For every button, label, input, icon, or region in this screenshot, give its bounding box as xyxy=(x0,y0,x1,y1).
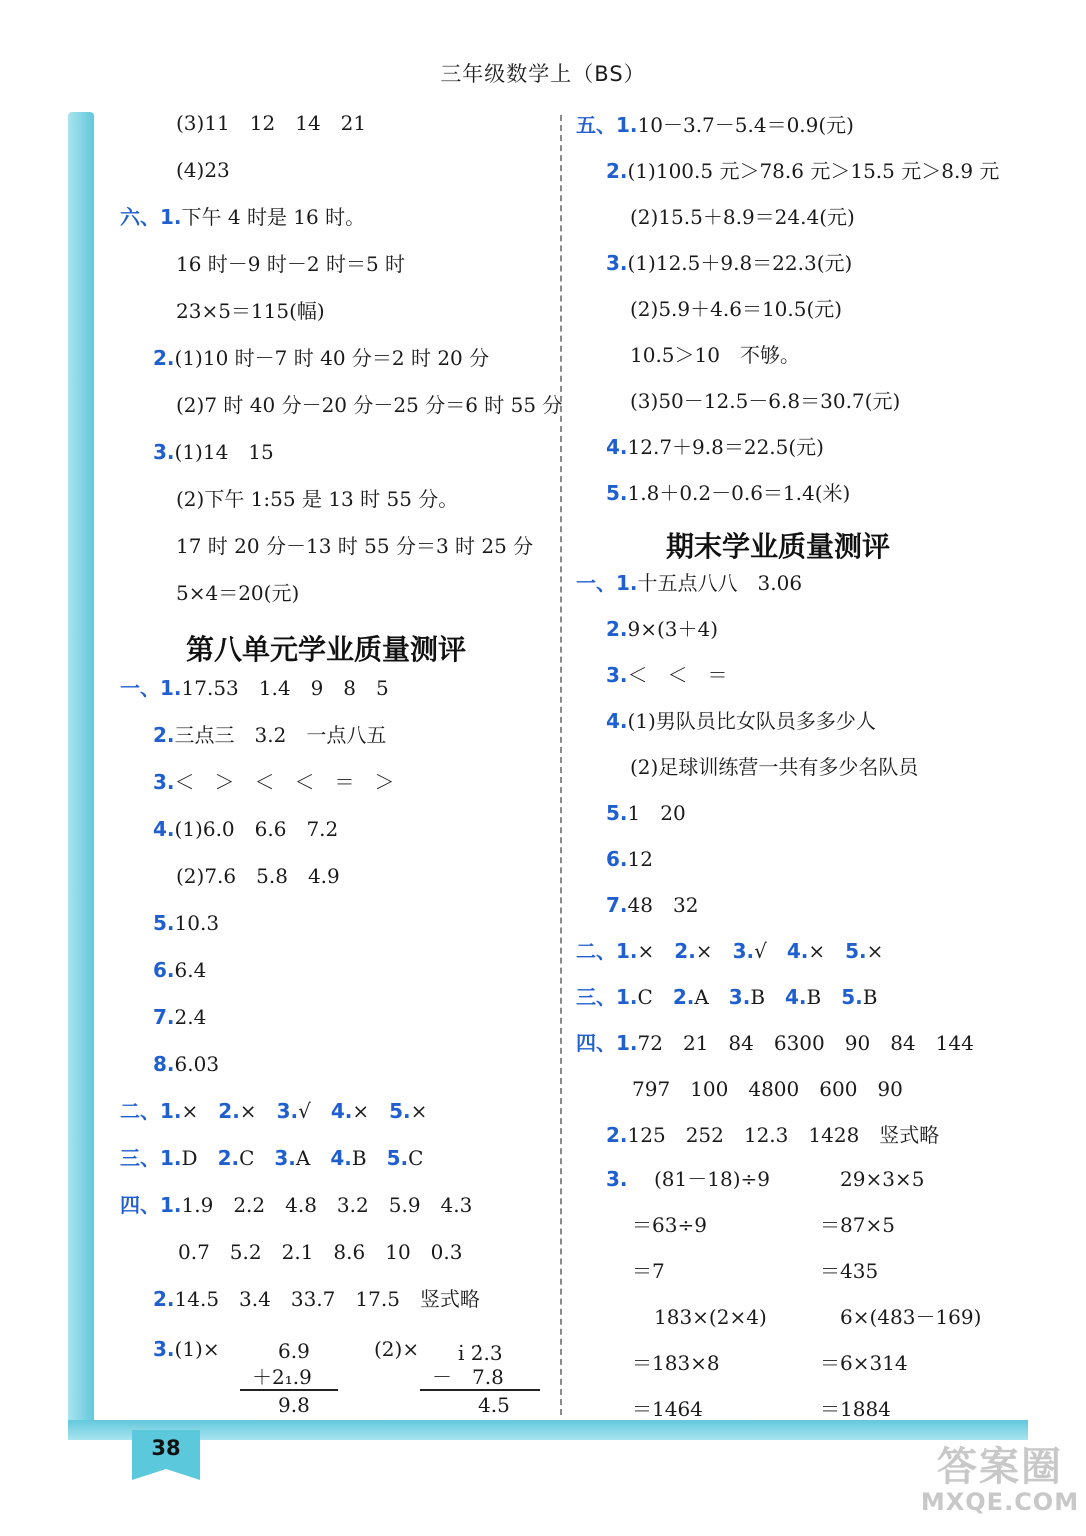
question-number: 5. xyxy=(389,1099,411,1123)
question-number: 4. xyxy=(785,985,807,1009)
answer-text: B xyxy=(862,985,878,1009)
vertical-calc-operand: － 7.8 xyxy=(432,1365,504,1389)
answer-text: B xyxy=(806,985,822,1009)
answer-line: 10.5＞10 不够。 xyxy=(630,343,800,367)
calc-step: 183×(2×4) xyxy=(654,1305,767,1329)
answer-text: 1 20 xyxy=(627,801,686,825)
page-frame-left xyxy=(68,112,94,1432)
answer-text: 10.3 xyxy=(174,911,220,935)
answer-text: (1)12.5＋9.8＝22.3(元) xyxy=(627,251,853,275)
answer-text: (1)10 时－7 时 40 分＝2 时 20 分 xyxy=(174,346,490,370)
question-number: 3. xyxy=(732,939,755,963)
answer-text: × xyxy=(239,1099,257,1123)
calc-step: 29×3×5 xyxy=(840,1167,925,1191)
answer-text: √ xyxy=(298,1099,311,1123)
answer-text: A xyxy=(694,985,709,1009)
answer-text: (1)100.5 元＞78.6 元＞15.5 元＞8.9 元 xyxy=(627,159,1000,183)
answer-line xyxy=(606,434,824,460)
answer-text: ＜ ＞ ＜ ＜ ＝ ＞ xyxy=(174,770,395,794)
question-number: 2. xyxy=(217,1146,240,1170)
answer-text: A xyxy=(295,1146,311,1170)
answer-text: (1)14 15 xyxy=(174,440,274,464)
answer-text: 12 xyxy=(627,847,653,871)
question-number: 3. xyxy=(153,1337,175,1361)
answer-text: ＜ ＜ ＝ xyxy=(627,663,728,687)
question-number: 三、1. xyxy=(576,985,638,1009)
answer-text: × xyxy=(866,939,884,963)
answer-text: √ xyxy=(754,939,767,963)
answer-text: 14.5 3.4 33.7 17.5 竖式略 xyxy=(174,1287,480,1311)
answer-line xyxy=(606,1122,939,1148)
question-number: 4. xyxy=(606,435,628,459)
answer-line: (2)足球训练营一共有多少名队员 xyxy=(630,755,919,779)
calc-step: ＝1464 xyxy=(632,1397,703,1421)
question-number: 5. xyxy=(386,1146,409,1170)
answer-text: (1)男队员比女队员多多少人 xyxy=(627,709,876,733)
question-number: 4. xyxy=(330,1099,353,1123)
question-number: 四、1. xyxy=(576,1031,638,1055)
watermark-url: MXQE.COM xyxy=(920,1488,1080,1516)
answer-text: B xyxy=(351,1146,367,1170)
question-number: 3. xyxy=(274,1146,296,1170)
calc-step: ＝7 xyxy=(632,1259,665,1283)
calc-step: (81－18)÷9 xyxy=(654,1167,770,1191)
answer-line xyxy=(153,345,489,371)
question-number: 5. xyxy=(606,801,628,825)
answer-line xyxy=(606,662,728,688)
question-number: 4. xyxy=(606,709,628,733)
question-number: 2. xyxy=(606,617,628,641)
question-number: 5. xyxy=(845,939,867,963)
question-number: 五、1. xyxy=(576,113,638,137)
question-number: 3. xyxy=(153,770,175,794)
answer-line xyxy=(606,480,850,506)
answer-text: 十五点八八 3.06 xyxy=(637,571,803,595)
question-number: 二、1. xyxy=(120,1099,182,1123)
answer-line xyxy=(153,1004,206,1030)
answer-text: 2.4 xyxy=(174,1005,207,1029)
watermark xyxy=(915,1445,1085,1515)
answer-line xyxy=(153,957,206,983)
vertical-calc-operand: ＋2₁.9 xyxy=(252,1365,312,1389)
answer-line: (3)50－12.5－6.8＝30.7(元) xyxy=(630,389,901,413)
answer-text: 1.9 2.2 4.8 3.2 5.9 4.3 xyxy=(181,1193,473,1217)
page-number: 38 xyxy=(151,1436,181,1460)
question-number: 2. xyxy=(672,985,695,1009)
answer-line xyxy=(576,1030,974,1056)
answer-text: D xyxy=(181,1146,198,1170)
answer-text: 48 32 xyxy=(627,893,699,917)
question-number: 5. xyxy=(841,985,863,1009)
calc-step: 6×(483－169) xyxy=(840,1305,982,1329)
answer-line: (4)23 xyxy=(176,158,230,182)
calc-step: ＝6×314 xyxy=(820,1351,908,1375)
question-number: 4. xyxy=(330,1146,352,1170)
question-number-line xyxy=(606,1166,628,1192)
answer-line xyxy=(153,1286,480,1312)
question-number: 一、1. xyxy=(120,676,182,700)
answer-line xyxy=(606,158,999,184)
answer-line xyxy=(606,800,686,826)
answer-text: 12.7＋9.8＝22.5(元) xyxy=(627,435,824,459)
question-number: 3. xyxy=(153,440,175,464)
question-number: 7. xyxy=(606,893,628,917)
question-number: 3. xyxy=(606,1167,628,1191)
answer-line xyxy=(606,708,876,734)
answer-text: × xyxy=(410,1099,428,1123)
question-number: 3. xyxy=(606,663,628,687)
answer-line: (3)11 12 14 21 xyxy=(176,111,367,135)
answer-line xyxy=(606,892,698,918)
question-number: 7. xyxy=(153,1005,175,1029)
answer-text: 6.03 xyxy=(174,1052,220,1076)
question-number: 2. xyxy=(606,1123,628,1147)
answer-text: 下午 4 时是 16 时。 xyxy=(181,205,366,229)
answer-text: B xyxy=(750,985,766,1009)
answer-line: 16 时－9 时－2 时＝5 时 xyxy=(176,252,406,276)
answer-text: 10－3.7－5.4＝0.9(元) xyxy=(637,113,854,137)
answer-text: 17.53 1.4 9 8 5 xyxy=(181,676,389,700)
answer-line xyxy=(576,938,883,964)
question-number: 2. xyxy=(153,723,175,747)
answer-text: C xyxy=(408,1146,424,1170)
answer-line xyxy=(153,816,338,842)
answer-text: C xyxy=(637,985,653,1009)
page-header: 三年级数学上（BS） xyxy=(440,62,646,86)
question-number: 8. xyxy=(153,1052,175,1076)
answer-text: 三点三 3.2 一点八五 xyxy=(174,723,387,747)
answer-line: (2)5.9＋4.6＝10.5(元) xyxy=(630,297,843,321)
answer-text: × xyxy=(181,1099,199,1123)
answer-line: (2)7.6 5.8 4.9 xyxy=(176,864,340,888)
answer-text: (1)6.0 6.6 7.2 xyxy=(174,817,339,841)
question-number: 三、1. xyxy=(120,1146,182,1170)
vertical-calc-line xyxy=(240,1389,338,1391)
question-number: 6. xyxy=(153,958,175,982)
watermark-logo-text: 答案圈 xyxy=(937,1444,1063,1490)
question-number: 4. xyxy=(786,939,809,963)
answer-text: 6.4 xyxy=(174,958,207,982)
answer-line xyxy=(120,1098,427,1124)
answer-line xyxy=(576,570,802,596)
question-number: 四、1. xyxy=(120,1193,182,1217)
answer-line xyxy=(576,112,854,138)
vertical-calc-top: 6.9 xyxy=(278,1339,310,1363)
answer-line: 17 时 20 分－13 时 55 分＝3 时 25 分 xyxy=(176,534,534,558)
column-divider xyxy=(560,115,562,1415)
answer-line xyxy=(153,439,274,465)
answer-text: × xyxy=(637,939,655,963)
answer-line xyxy=(153,1336,220,1362)
answer-text: × xyxy=(808,939,826,963)
answer-line: (2)7 时 40 分－20 分－25 分＝6 时 55 分 xyxy=(176,393,563,417)
calc-step: ＝87×5 xyxy=(820,1213,895,1237)
calc-step: ＝1884 xyxy=(820,1397,891,1421)
answer-line xyxy=(153,722,386,748)
answer-line xyxy=(606,616,718,642)
answer-text: × xyxy=(352,1099,370,1123)
answer-text: × xyxy=(695,939,713,963)
question-number: 2. xyxy=(606,159,628,183)
calc-step: ＝435 xyxy=(820,1259,879,1283)
answer-line: (2)下午 1:55 是 13 时 55 分。 xyxy=(176,487,459,511)
vertical-calc-result: 4.5 xyxy=(478,1393,510,1417)
question-number: 5. xyxy=(606,481,628,505)
answer-text: (1)× xyxy=(174,1337,220,1361)
answer-line: (2)× xyxy=(374,1337,420,1361)
section-title: 第八单元学业质量测评 xyxy=(186,633,467,666)
answer-text: C xyxy=(239,1146,255,1170)
calc-step: ＝63÷9 xyxy=(632,1213,707,1237)
question-number: 2. xyxy=(153,346,175,370)
answer-line: 23×5＝115(幅) xyxy=(176,299,325,323)
answer-line xyxy=(120,204,365,230)
answer-line xyxy=(120,1145,423,1171)
vertical-calc-result: 9.8 xyxy=(278,1393,310,1417)
answer-line xyxy=(120,675,389,701)
vertical-calc-line xyxy=(420,1389,540,1391)
answer-line xyxy=(120,1192,472,1218)
question-number: 5. xyxy=(153,911,175,935)
answer-line xyxy=(153,1051,219,1077)
answer-line xyxy=(576,984,877,1010)
calc-step: ＝183×8 xyxy=(632,1351,720,1375)
vertical-calc-top: i̇ 2̇.3 xyxy=(458,1341,503,1365)
question-number: 3. xyxy=(276,1099,299,1123)
answer-line xyxy=(153,769,395,795)
question-number: 六、1. xyxy=(120,205,182,229)
question-number: 2. xyxy=(218,1099,240,1123)
question-number: 4. xyxy=(153,817,175,841)
answer-line xyxy=(153,910,219,936)
section-title: 期末学业质量测评 xyxy=(666,530,891,563)
question-number: 2. xyxy=(674,939,696,963)
question-number: 一、1. xyxy=(576,571,638,595)
question-number: 6. xyxy=(606,847,628,871)
question-number: 3. xyxy=(728,985,751,1009)
answer-text: 1.8＋0.2－0.6＝1.4(米) xyxy=(627,481,851,505)
answer-line: (2)15.5＋8.9＝24.4(元) xyxy=(630,205,855,229)
question-number: 二、1. xyxy=(576,939,638,963)
question-number: 3. xyxy=(606,251,628,275)
question-number: 2. xyxy=(153,1287,175,1311)
answer-text: 125 252 12.3 1428 竖式略 xyxy=(627,1123,940,1147)
answer-line: 5×4＝20(元) xyxy=(176,581,300,605)
answer-text: 72 21 84 6300 90 84 144 xyxy=(637,1031,974,1055)
answer-text: 9×(3＋4) xyxy=(627,617,719,641)
answer-line xyxy=(606,250,852,276)
answer-line: 0.7 5.2 2.1 8.6 10 0.3 xyxy=(178,1240,463,1264)
answer-line: 797 100 4800 600 90 xyxy=(632,1077,903,1101)
page-frame-bottom xyxy=(68,1420,1028,1440)
answer-line xyxy=(606,846,653,872)
